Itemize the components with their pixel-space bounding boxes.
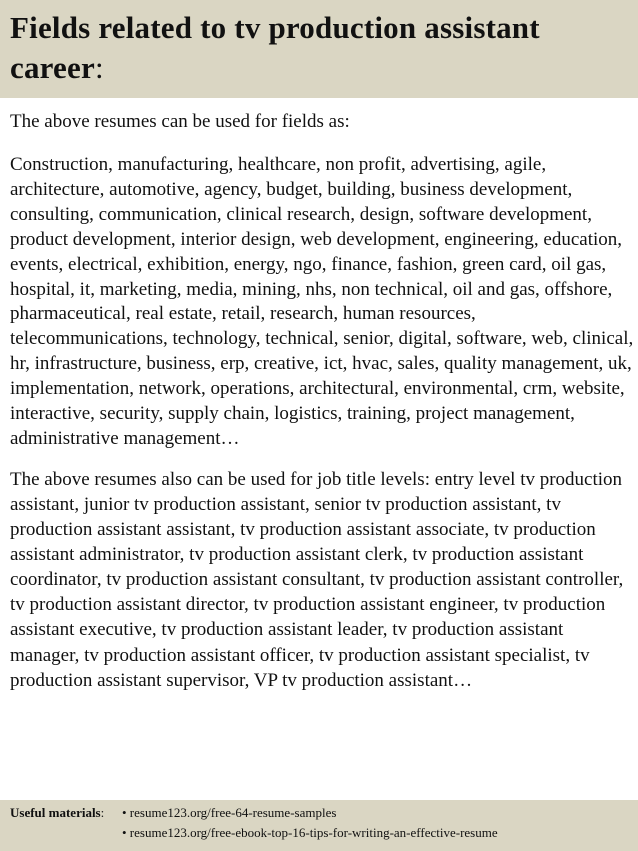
page-title-text: Fields related to tv production assistant career <box>10 10 540 85</box>
page-title <box>10 8 628 88</box>
footer-banner <box>0 800 638 851</box>
resume-samples-link[interactable]: • resume123.org/free-64-resume-samples <box>122 805 337 820</box>
intro-text: The above resumes can be used for fields as: <box>10 111 350 132</box>
job-levels-paragraph: The above resumes also can be used for job title levels: entry level tv production assistant, junior tv production assistant, senior tv production assistant, tv production assistant assistant, tv production assistant associate, tv production assistant administrator, tv production assistant clerk, tv production assistant coordinator, tv production assistant consultant, tv production assistant controller, tv production assistant director, tv production assistant engineer, tv production assistant executive, tv production assistant leader, tv production assistant manager, tv production assistant officer, tv production assistant specialist, tv production assistant supervisor, VP tv production assistant… <box>10 468 624 691</box>
useful-materials-label <box>10 803 122 823</box>
fields-paragraph: Construction, manufacturing, healthcare, non profit, advertising, agile, architecture, automotive, agency, budget, building, business development, consulting, communication, clinical research, design, software development, product development, interior design, web development, engineering, education, events, electrical, exhibition, energy, ngo, finance, fashion, green card, oil gas, hospital, it, marketing, media, mining, nhs, non technical, oil and gas, offshore, pharmaceutical, real estate, retail, research, human resources, telecommunications, technology, technical, senior, digital, software, web, clinical, hr, infrastructure, business, erp, creative, ict, hvac, sales, quality management, uk, implementation, network, operations, architectural, environmental, crm, website, interactive, security, supply chain, logistics, training, project management, administrative management… <box>10 154 634 449</box>
footer-row-1 <box>10 803 628 823</box>
footer-row-2 <box>10 823 628 843</box>
ebook-tips-link[interactable]: • resume123.org/free-ebook-top-16-tips-for-writing-an-effective-resume <box>122 825 498 840</box>
header-banner <box>0 0 638 98</box>
main-content <box>10 110 634 708</box>
useful-materials-separator: : <box>100 805 105 820</box>
page-title-colon: : <box>94 50 104 85</box>
useful-materials-label-text: Useful materials <box>10 805 101 820</box>
